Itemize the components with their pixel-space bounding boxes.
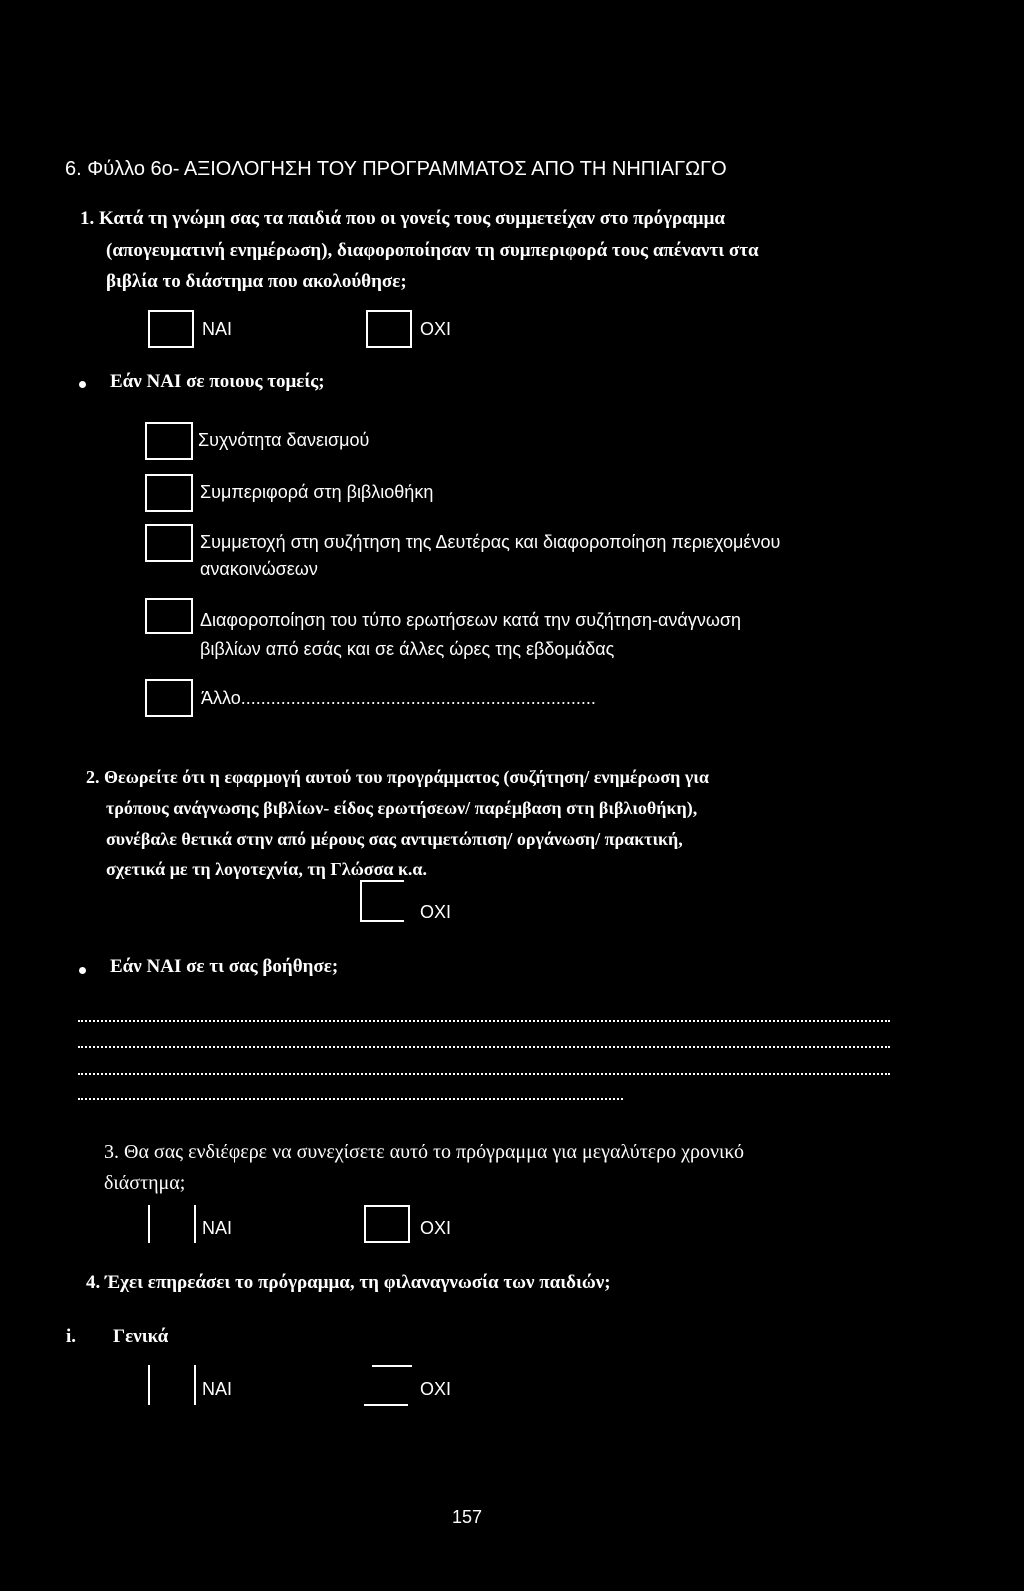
option-label-3-cont: ανακοινώσεων (200, 559, 318, 579)
q2-line3: συνέβαλε θετικά στην από μέρους σας αντιμετώπιση/ οργάνωση/ πρακτική, (106, 829, 683, 849)
q1-line2: (απογευματινή ενημέρωση), διαφοροποίησαν τη συμπεριφορά τους απέναντι στα (106, 240, 759, 261)
q2-no-label: ΟΧΙ (420, 902, 452, 922)
answer-line-2[interactable] (78, 1046, 890, 1048)
q3-line2: διάστημα; (104, 1172, 186, 1194)
q3-line1: 3. Θα σας ενδιέφερε να συνεχίσετε αυτό το πρόγραμμα για μεγαλύτερο χρονικό (104, 1141, 745, 1163)
option-label-3: Συμμετοχή στη συζήτηση της Δευτέρας και διαφοροποίηση περιεχομένου (200, 532, 781, 552)
q3-yes-label: ΝΑΙ (202, 1218, 233, 1238)
q4-no-label: ΟΧΙ (420, 1379, 452, 1399)
q2-no-box-bottom[interactable] (360, 920, 404, 922)
q1-line1: 1. Κατά τη γνώμη σας τα παιδιά που οι γονείς τους συμμετείχαν στο πρόγραμμα (80, 208, 725, 229)
answer-line-3[interactable] (78, 1073, 890, 1075)
page-number: 157 (452, 1507, 483, 1527)
option-checkbox-1[interactable] (145, 422, 193, 460)
q1-followup: Εάν ΝΑΙ σε ποιους τομείς; (110, 371, 325, 392)
option-checkbox-5[interactable] (145, 679, 193, 717)
q4-sub-number: i. (66, 1326, 77, 1347)
q4-no-line-top (372, 1365, 412, 1367)
q4-sub-label: Γενικά (113, 1326, 169, 1347)
q3-no-label: ΟΧΙ (420, 1218, 452, 1238)
q2-no-box-top (360, 880, 404, 882)
q3-no-checkbox[interactable] (364, 1205, 410, 1243)
q1-no-label: ΟΧΙ (420, 319, 452, 339)
page-heading: 6. Φύλλο 6ο- ΑΞΙΟΛΟΓΗΣΗ ΤΟΥ ΠΡΟΓΡΑΜΜΑΤΟΣ ΑΠΟ ΤΗ ΝΗΠΙΑΓΩΓΟ (65, 158, 727, 180)
q1-yes-label: ΝΑΙ (202, 319, 233, 339)
q2-followup: Εάν ΝΑΙ σε τι σας βοήθησε; (110, 956, 339, 977)
option-label-1: Συχνότητα δανεισμού (198, 430, 370, 450)
answer-line-4[interactable] (78, 1098, 623, 1100)
option-checkbox-3[interactable] (145, 524, 193, 562)
q4-line1: 4. Έχει επηρεάσει το πρόγραμμα, τη φιλαναγνωσία των παιδιών; (86, 1272, 611, 1293)
q1-line3: βιβλία το διάστημα που ακολούθησε; (106, 271, 407, 292)
option-checkbox-2[interactable] (145, 474, 193, 512)
q3-yes-checkbox[interactable] (148, 1205, 196, 1243)
q4-no-line-bottom[interactable] (364, 1404, 408, 1406)
q2-line4: σχετικά με τη λογοτεχνία, τη Γλώσσα κ.α. (106, 859, 427, 879)
bullet-icon (79, 381, 86, 388)
q4-yes-checkbox[interactable] (148, 1365, 196, 1405)
q1-no-checkbox[interactable] (366, 310, 412, 348)
q2-no-box-left (360, 880, 362, 922)
bullet-icon (79, 967, 86, 974)
option-label-2: Συμπεριφορά στη βιβλιοθήκη (200, 482, 434, 502)
q2-line2: τρόπους ανάγνωσης βιβλίων- είδος ερωτήσεων/ παρέμβαση στη βιβλιοθήκη), (106, 798, 698, 818)
option-label-4: Διαφοροποίηση του τύπο ερωτήσεων κατά την συζήτηση-ανάγνωση (200, 610, 741, 630)
option-label-other: Άλλο....................................................................... (201, 688, 596, 708)
q2-line1: 2. Θεωρείτε ότι η εφαρμογή αυτού του προγράμματος (συζήτηση/ ενημέρωση για (86, 767, 709, 787)
answer-line-1[interactable] (78, 1020, 890, 1022)
q1-yes-checkbox[interactable] (148, 310, 194, 348)
option-checkbox-4[interactable] (145, 598, 193, 634)
q4-yes-label: ΝΑΙ (202, 1379, 233, 1399)
option-label-4-cont: βιβλίων από εσάς και σε άλλες ώρες της εβδομάδας (200, 639, 615, 659)
